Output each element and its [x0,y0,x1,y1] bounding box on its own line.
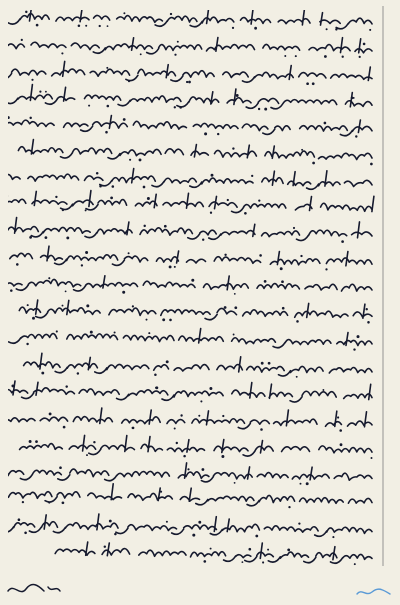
diacritic-dot [293,227,295,229]
diacritic-dot [56,330,58,332]
diacritic-dot [24,532,27,535]
diacritic-dot [224,254,226,256]
diacritic-dot [227,199,229,201]
diacritic-dot [11,384,14,387]
diacritic-dot [201,468,204,471]
diacritic-dot [62,305,64,307]
diacritic-dot [312,162,315,165]
diacritic-dot [62,209,64,211]
diacritic-dot [284,55,286,57]
diacritic-dot [104,545,106,547]
diacritic-dot [174,427,176,429]
diacritic-dot [295,55,297,57]
diacritic-dot [209,387,212,390]
diacritic-dot [96,172,99,175]
diacritic-dot [221,455,224,458]
diacritic-dot [146,319,148,321]
diacritic-dot [371,457,373,459]
diacritic-dot [244,212,247,215]
corner-watermark-mark [354,585,394,599]
diacritic-dot [341,240,344,243]
diacritic-dot [367,321,370,324]
diacritic-dot [48,277,50,279]
diacritic-dot [27,304,29,306]
diacritic-dot [39,91,41,93]
handwritten-line [8,61,372,85]
diacritic-dot [109,520,112,523]
diacritic-dot [123,118,126,121]
diacritic-dot [200,400,202,402]
diacritic-dot [236,94,239,97]
diacritic-dot [128,80,130,82]
diacritic-dot [296,376,298,378]
diacritic-dot [306,82,309,85]
diacritic-dot [147,197,150,200]
handwritten-line [20,435,373,459]
diacritic-dot [78,24,81,27]
diacritic-dot [353,348,355,350]
handwritten-line [18,140,372,166]
diacritic-dot [267,549,269,551]
diacritic-dot [77,373,79,375]
diacritic-dot [8,116,10,119]
footnote-scribble [4,579,64,599]
diacritic-dot [45,236,48,239]
diacritic-dot [357,335,360,338]
handwritten-stroke [24,353,372,376]
diacritic-dot [55,196,57,198]
diacritic-dot [258,108,260,110]
diacritic-dot [29,117,31,119]
diacritic-dot [174,54,176,56]
diacritic-dot [114,331,116,333]
diacritic-dot [45,91,47,93]
handwritten-line [8,407,372,432]
handwritten-line [8,276,372,295]
handwritten-stroke [19,300,372,320]
handwritten-line [8,218,372,243]
diacritic-dot [170,13,172,15]
diacritic-dot [129,159,131,161]
handwritten-stroke [8,514,372,536]
diacritic-dot [29,440,32,443]
diacritic-dot [306,482,309,485]
diacritic-dot [85,25,87,27]
diacritic-dot [179,106,182,109]
diacritic-dot [32,317,35,320]
diacritic-dot [312,82,315,85]
handwritten-line [10,246,372,270]
diacritic-dot [268,362,271,365]
diacritic-dot [353,97,355,99]
handwriting-drawing [8,10,378,570]
diacritic-dot [123,12,125,14]
page-footnote-mark [4,579,64,599]
diacritic-dot [140,53,142,55]
handwritten-stroke [8,116,372,136]
diacritic-dot [81,264,83,266]
handwritten-stroke [8,61,372,82]
diacritic-dot [232,27,234,29]
diacritic-dot [25,11,27,13]
diacritic-dot [335,28,337,30]
handwritten-line [55,542,372,565]
diacritic-dot [234,482,236,484]
diacritic-dot [59,466,62,469]
diacritic-dot [355,135,357,137]
diacritic-dot [251,175,253,177]
handwritten-stroke [8,218,372,241]
handwritten-stroke [8,276,372,291]
diacritic-dot [363,43,366,46]
diacritic-dot [132,305,134,307]
handwritten-stroke [55,542,372,563]
handwritten-line [8,169,372,190]
diacritic-dot [107,105,110,108]
diacritic-dot [93,441,95,443]
handwritten-stroke [8,169,372,190]
diacritic-dot [139,158,142,161]
diacritic-dot [105,131,108,134]
diacritic-dot [264,108,267,111]
diacritic-dot [254,27,257,30]
diacritic-dot [18,518,21,521]
diacritic-dot [211,174,214,177]
diacritic-dot [255,535,258,538]
diacritic-dot [62,501,65,504]
diacritic-dot [282,307,285,310]
diacritic-dot [365,308,367,310]
diacritic-dot [300,255,302,257]
diacritic-dot [339,429,342,432]
diacritic-dot [248,548,251,551]
diacritic-dot [26,343,28,345]
diacritic-dot [114,533,116,535]
diacritic-dot [169,319,172,322]
diacritic-dot [164,225,167,228]
diacritic-dot [287,549,290,552]
diacritic-dot [166,360,169,363]
handwritten-stroke [8,38,372,54]
diacritic-dot [112,185,115,188]
diacritic-dot [264,280,267,283]
diacritic-dot [224,306,227,309]
handwritten-line [8,116,372,138]
diacritic-dot [107,25,109,27]
diacritic-dot [296,320,299,323]
diacritic-dot [233,334,235,336]
diacritic-dot [148,332,150,334]
diacritic-dot [143,186,146,189]
diacritic-dot [234,293,236,295]
diacritic-dot [300,483,302,485]
diacritic-dot [10,289,13,292]
handwritten-line [8,85,372,111]
diacritic-dot [154,373,157,376]
handwritten-stroke [20,435,372,456]
diacritic-dot [63,426,66,429]
diacritic-dot [66,236,69,239]
handwritten-stroke [8,463,372,482]
handwritten-text-block [8,10,378,570]
handwritten-stroke [8,381,372,402]
diacritic-dot [169,265,172,268]
diacritic-dot [192,534,195,537]
diacritic-dot [180,414,182,416]
diacritic-dot [177,41,179,43]
diacritic-dot [36,24,39,27]
diacritic-dot [198,521,201,524]
diacritic-dot [198,415,200,417]
diacritic-dot [217,133,219,135]
handwritten-line [8,381,372,402]
diacritic-dot [222,415,224,417]
diacritic-dot [132,427,135,430]
diacritic-dot [174,106,176,108]
diacritic-dot [86,304,89,307]
diacritic-dot [65,385,67,387]
diacritic-dot [203,560,206,563]
diacritic-dot [232,147,234,149]
diacritic-dot [322,389,324,391]
diacritic-dot [288,506,290,508]
diacritic-dot [143,225,145,227]
diacritic-dot [354,563,356,565]
diacritic-dot [106,67,108,69]
corner-watermark-scribble [354,585,394,599]
diacritic-dot [202,239,204,241]
handwritten-line [8,10,372,31]
handwritten-stroke [8,407,372,429]
diacritic-dot [166,521,168,523]
diacritic-dot [90,331,93,334]
diacritic-dot [29,236,32,239]
diacritic-dot [324,55,327,58]
handwritten-line [8,38,372,59]
handwritten-line [19,300,372,323]
diacritic-dot [262,561,264,563]
diacritic-dot [337,416,339,418]
page-edge-rule [382,6,384,566]
diacritic-dot [65,291,67,293]
diacritic-dot [22,501,24,503]
diacritic-dot [85,251,88,254]
diacritic-dot [298,522,300,524]
diacritic-dot [122,291,125,294]
handwritten-line [8,191,374,215]
diacritic-dot [160,491,162,493]
diacritic-dot [301,149,303,151]
diacritic-dot [61,52,63,54]
handwritten-line [8,463,372,485]
diacritic-dot [241,561,243,563]
diacritic-dot [191,279,194,282]
diacritic-dot [174,266,176,268]
diacritic-dot [128,252,130,254]
diacritic-dot [155,386,158,389]
diacritic-dot [324,122,327,125]
diacritic-dot [326,28,328,30]
handwritten-stroke [18,140,372,160]
diacritic-dot [188,81,191,84]
handwritten-line [24,353,372,377]
diacritic-dot [187,468,189,470]
diacritic-dot [85,209,87,211]
diacritic-dot [110,197,113,200]
diacritic-dot [99,185,102,188]
diacritic-dot [234,306,237,309]
diacritic-dot [21,39,23,41]
diacritic-dot [258,199,260,201]
handwritten-stroke [10,246,372,266]
handwritten-line [8,514,372,538]
diacritic-dot [99,25,101,27]
diacritic-dot [162,318,165,321]
diacritic-dot [370,163,373,166]
diacritic-dot [332,536,334,538]
diacritic-dot [88,105,90,107]
diacritic-dot [183,455,186,458]
diacritic-dot [210,212,212,214]
diacritic-dot [260,428,263,431]
diacritic-dot [49,412,52,415]
diacritic-dot [359,56,361,58]
diacritic-dot [280,267,283,270]
diacritic-dot [35,440,38,443]
diacritic-dot [204,132,207,135]
diacritic-dot [41,372,44,375]
handwritten-stroke [9,329,372,348]
handwritten-line [8,484,372,508]
diacritic-dot [369,29,371,31]
diacritic-dot [210,548,212,550]
diacritic-dot [342,56,344,58]
diacritic-dot [261,362,264,365]
diacritic-dot [48,502,50,504]
diacritic-dot [186,81,188,83]
handwritten-stroke [8,85,372,109]
diacritic-dot [176,442,178,444]
diacritic-dot [281,280,284,283]
handwritten-stroke [8,10,372,29]
diacritic-dot [340,443,343,446]
diacritic-dot [86,454,88,456]
handwritten-line [9,329,372,351]
diacritic-dot [16,263,19,266]
diacritic-dot [325,268,327,270]
diacritic-dot [259,254,262,257]
diacritic-dot [31,79,33,81]
